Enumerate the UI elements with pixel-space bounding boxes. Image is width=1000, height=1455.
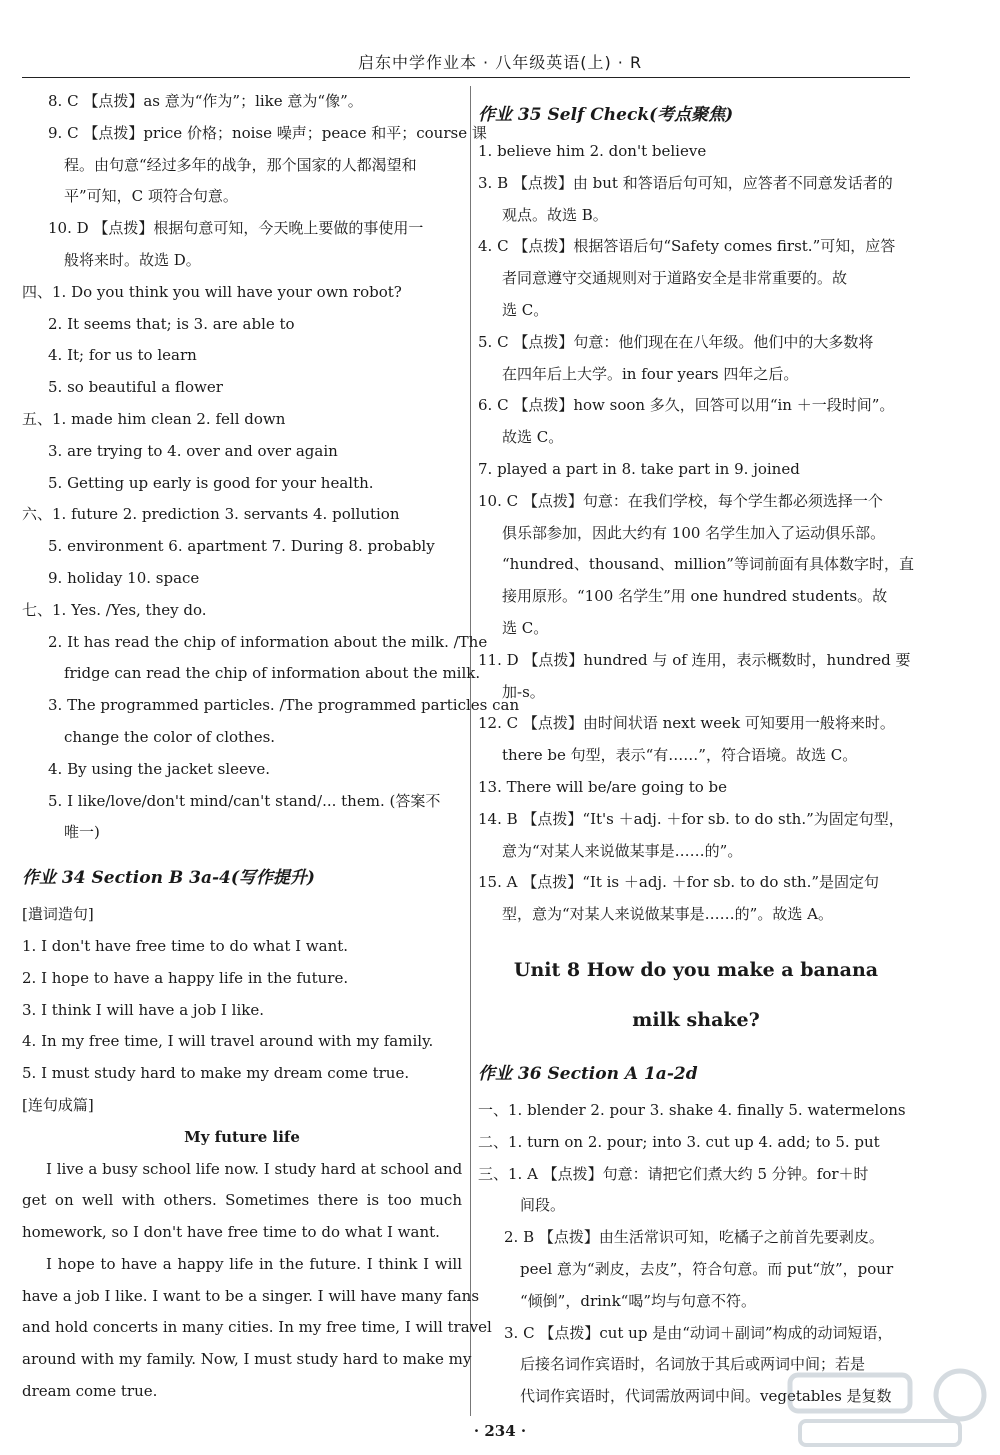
text-line: 10. D 【点拨】根据句意可知，今天晚上要做的事使用一 (48, 219, 424, 238)
text-line: homework, so I don't have free time to do what I want. (22, 1223, 440, 1242)
text-line: 2. It seems that; is 3. are able to (48, 314, 295, 333)
text-line: peel 意为“剥皮，去皮”，符合句意。而 put“放”，pour (520, 1259, 894, 1278)
section-title-34: 作业 34 Section B 3a-4(写作提升) (22, 868, 315, 889)
text-line: 选 C。 (502, 300, 549, 319)
left-column (22, 86, 520, 1408)
text-line: 唯一) (64, 823, 100, 842)
text-line: 六、1. future 2. prediction 3. servants 4. pollution (22, 505, 400, 524)
text-line: 3. The programmed particles. /The programmed particles can (48, 696, 520, 715)
text-line: 15. A 【点拨】“It is ＋adj. ＋for sb. to do sth.”是固定句 (478, 873, 880, 892)
unit-title-line-1: Unit 8 How do you make a banana (513, 958, 879, 981)
text-line: 后接名词作宾语时，名词放于其后或两词中间；若是 (520, 1355, 866, 1374)
text-line: 9. holiday 10. space (48, 568, 200, 587)
section-title-36: 作业 36 Section A 1a-2d (478, 1063, 698, 1084)
text-line: 三、1. A 【点拨】句意：请把它们煮大约 5 分钟。for＋时 (478, 1164, 869, 1183)
column-divider (470, 86, 471, 1416)
text-line: and hold concerts in many cities. In my free time, I will travel (22, 1318, 492, 1337)
text-line: “hundred、thousand、million”等词前面有具体数字时，直 (502, 555, 914, 574)
unit-title-line-2: milk shake? (632, 1008, 760, 1031)
text-line: 型，意为“对某人来说做某事是……的”。故选 A。 (502, 905, 833, 924)
text-line: fridge can read the chip of information about the milk. (64, 664, 481, 683)
text-line: “倾倒”，drink“喝”均与句意不符。 (520, 1291, 756, 1310)
text-line: 者同意遵守交通规则对于道路安全是非常重要的。故 (502, 269, 848, 288)
text-line: 4. In my free time, I will travel around with my family. (22, 1032, 434, 1051)
page-header: 启东中学作业本 · 八年级英语(上) · R (357, 53, 643, 72)
header-rule (22, 77, 910, 78)
text-line: 8. C 【点拨】as 意为“作为”；like 意为“像”。 (48, 92, 363, 110)
text-line: [连句成篇] (22, 1095, 94, 1114)
text-line: 10. C 【点拨】句意：在我们学校，每个学生都必须选择一个 (478, 491, 883, 510)
text-line: get on well with others. Sometimes there is too much (22, 1191, 462, 1210)
page-number: · 234 · (473, 1422, 527, 1440)
text-line: 选 C。 (502, 618, 549, 637)
text-line: 俱乐部参加，因此大约有 100 名学生加入了运动俱乐部。 (502, 523, 886, 542)
section-title-35: 作业 35 Self Check(考点聚焦) (478, 105, 734, 125)
text-line: [遣词造句] (22, 905, 94, 924)
text-line: 9. C 【点拨】price 价格；noise 噪声；peace 和平；course 课 (48, 123, 487, 142)
text-line: 3. are trying to 4. over and over again (48, 441, 338, 460)
text-line: 6. C 【点拨】how soon 多久，回答可以用“in ＋一段时间”。 (478, 396, 895, 415)
text-line: have a job I like. I want to be a singer. I will have many fans (22, 1286, 480, 1305)
text-line: 七、1. Yes. /Yes, they do. (22, 600, 207, 619)
text-line: 代词作宾语时，代词需放两词中间。vegetables 是复数 (520, 1387, 892, 1406)
answers-homework-34 (22, 899, 492, 1408)
text-line: 4. C 【点拨】根据答语后句“Safety comes first.”可知，应答 (478, 237, 896, 256)
text-line: 一、1. blender 2. pour 3. shake 4. finally 5. watermelons (478, 1100, 906, 1119)
text-line: 5. so beautiful a flower (48, 378, 223, 397)
text-line: 在四年后上大学。in four years 四年之后。 (502, 364, 799, 383)
right-column (478, 86, 914, 1413)
text-line: 14. B 【点拨】“It's ＋adj. ＋for sb. to do sth.”为固定句型， (478, 809, 904, 828)
text-line: 平”可知，C 项符合句意。 (64, 187, 238, 206)
text-line: 故选 C。 (502, 428, 564, 447)
text-line: 1. I don't have free time to do what I want. (22, 936, 349, 955)
text-line: 5. Getting up early is good for your health. (48, 473, 374, 492)
answers-unit7-part (22, 86, 520, 849)
text-line: 3. C 【点拨】cut up 是由“动词＋副词”构成的动词短语， (504, 1323, 893, 1342)
text-line: around with my family. Now, I must study hard to make my (22, 1350, 472, 1369)
text-line: 4. By using the jacket sleeve. (48, 759, 270, 778)
text-line: change the color of clothes. (64, 727, 276, 746)
text-line: 4. It; for us to learn (48, 346, 197, 365)
watermark-icon (770, 1365, 990, 1451)
text-line: 2. I hope to have a happy life in the future. (22, 968, 349, 987)
text-line: 3. I think I will have a job I like. (22, 1000, 264, 1019)
text-line: 观点。故选 B。 (502, 205, 608, 224)
watermark-stamp (770, 1365, 990, 1451)
text-line: I live a busy school life now. I study hard at school and (46, 1159, 463, 1178)
text-line: 2. B 【点拨】由生活常识可知，吃橘子之前首先要剥皮。 (504, 1228, 884, 1247)
text-line: there be 句型，表示“有……”，符合语境。故选 C。 (502, 746, 858, 765)
text-line: 5. I must study hard to make my dream come true. (22, 1064, 410, 1083)
text-line: 3. B 【点拨】由 but 和答语后句可知，应答者不同意发话者的 (478, 173, 893, 192)
text-line: 般将来时。故选 D。 (64, 250, 201, 269)
text-line: dream come true. (22, 1382, 158, 1401)
text-line: 5. I like/love/don't mind/can't stand/... them. (答案不 (48, 791, 441, 810)
text-line: 12. C 【点拨】由时间状语 next week 可知要用一般将来时。 (478, 714, 895, 733)
text-line: 1. believe him 2. don't believe (478, 142, 707, 160)
text-line: 间段。 (520, 1196, 566, 1215)
text-line: 接用原形。“100 名学生”用 one hundred students。故 (502, 587, 888, 606)
text-line: 7. played a part in 8. take part in 9. joined (478, 459, 800, 478)
text-line: 13. There will be/are going to be (478, 777, 728, 796)
text-line: 5. environment 6. apartment 7. During 8. probably (48, 537, 435, 556)
text-line: 四、1. Do you think you will have your own robot? (22, 282, 402, 301)
text-line: 2. It has read the chip of information about the milk. /The (48, 632, 488, 651)
text-line: 二、1. turn on 2. pour; into 3. cut up 4. add; to 5. put (478, 1132, 880, 1151)
text-line: My future life (184, 1127, 300, 1146)
text-line: 程。由句意“经过多年的战争，那个国家的人都渴望和 (64, 155, 417, 174)
text-line: 11. D 【点拨】hundred 与 of 连用，表示概数时，hundred 要 (478, 650, 911, 669)
text-line: 意为“对某人来说做某事是……的”。 (502, 841, 743, 860)
answers-homework-35 (478, 136, 914, 931)
text-line: I hope to have a happy life in the future. I think I will (46, 1254, 462, 1273)
text-line: 5. C 【点拨】句意：他们现在在八年级。他们中的大多数将 (478, 332, 874, 351)
text-line: 加-s。 (502, 682, 545, 701)
text-line: 五、1. made him clean 2. fell down (22, 409, 286, 428)
